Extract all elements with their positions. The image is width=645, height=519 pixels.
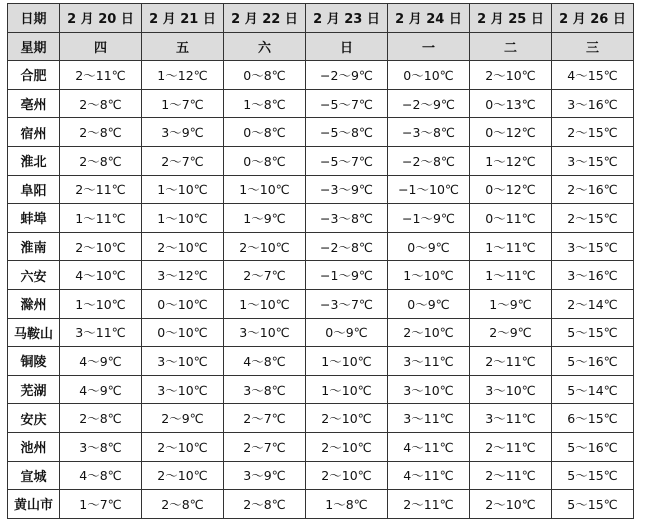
city-name: 池州	[8, 432, 60, 461]
temperature-cell: 1～10℃	[142, 175, 224, 204]
table-row	[8, 89, 634, 118]
table-row	[8, 289, 634, 318]
weekday-header-row	[8, 32, 634, 61]
temperature-cell: 0～11℃	[470, 204, 552, 233]
temperature-cell: −3～9℃	[306, 175, 388, 204]
temperature-cell: 5～16℃	[552, 347, 634, 376]
temperature-cell: 1～12℃	[470, 146, 552, 175]
temperature-cell: −2～9℃	[388, 89, 470, 118]
weekday-cell: 五	[142, 32, 224, 61]
temperature-cell: 1～12℃	[142, 61, 224, 90]
temperature-cell: 5～15℃	[552, 318, 634, 347]
temperature-cell: 2～9℃	[470, 318, 552, 347]
temperature-cell: 3～10℃	[224, 318, 306, 347]
table-row	[8, 318, 634, 347]
temperature-cell: 1～10℃	[306, 347, 388, 376]
table-row	[8, 432, 634, 461]
temperature-cell: 1～9℃	[224, 204, 306, 233]
table-row	[8, 118, 634, 147]
temperature-cell: 1～9℃	[470, 289, 552, 318]
table-row	[8, 261, 634, 290]
temperature-cell: −1～10℃	[388, 175, 470, 204]
date-cell: 2 月 23 日	[306, 4, 388, 33]
temperature-cell: 2～14℃	[552, 289, 634, 318]
temperature-cell: 0～12℃	[470, 118, 552, 147]
city-name: 亳州	[8, 89, 60, 118]
temperature-cell: −5～8℃	[306, 118, 388, 147]
temperature-cell: 1～8℃	[306, 490, 388, 519]
city-name: 合肥	[8, 61, 60, 90]
weekday-cell: 四	[60, 32, 142, 61]
table-row	[8, 61, 634, 90]
temperature-cell: 0～13℃	[470, 89, 552, 118]
temperature-cell: 2～10℃	[142, 432, 224, 461]
temperature-cell: 0～9℃	[388, 289, 470, 318]
temperature-cell: 0～10℃	[388, 61, 470, 90]
date-cell: 2 月 25 日	[470, 4, 552, 33]
temperature-cell: 2～10℃	[470, 490, 552, 519]
city-name: 芜湖	[8, 375, 60, 404]
temperature-cell: 3～9℃	[224, 461, 306, 490]
temperature-cell: 2～16℃	[552, 175, 634, 204]
temperature-cell: −2～9℃	[306, 61, 388, 90]
temperature-cell: 2～8℃	[224, 490, 306, 519]
temperature-cell: 0～8℃	[224, 118, 306, 147]
date-cell: 2 月 22 日	[224, 4, 306, 33]
temperature-cell: −1～9℃	[306, 261, 388, 290]
temperature-cell: 3～10℃	[470, 375, 552, 404]
date-cell: 2 月 21 日	[142, 4, 224, 33]
temperature-cell: 1～10℃	[60, 289, 142, 318]
temperature-cell: 6～15℃	[552, 404, 634, 433]
temperature-cell: 1～7℃	[142, 89, 224, 118]
temperature-cell: 2～7℃	[224, 432, 306, 461]
temperature-cell: 2～7℃	[224, 261, 306, 290]
temperature-cell: 3～9℃	[142, 118, 224, 147]
weekday-cell: 日	[306, 32, 388, 61]
temperature-cell: 2～15℃	[552, 204, 634, 233]
temperature-cell: 2～11℃	[470, 461, 552, 490]
temperature-cell: −3～8℃	[388, 118, 470, 147]
temperature-cell: 4～8℃	[224, 347, 306, 376]
temperature-cell: 3～11℃	[470, 404, 552, 433]
temperature-cell: 2～10℃	[470, 61, 552, 90]
table-row	[8, 461, 634, 490]
temperature-cell: 2～8℃	[60, 118, 142, 147]
table-row	[8, 375, 634, 404]
temperature-cell: 3～8℃	[60, 432, 142, 461]
temperature-cell: 4～11℃	[388, 461, 470, 490]
temperature-cell: 2～8℃	[142, 490, 224, 519]
temperature-cell: 2～11℃	[470, 432, 552, 461]
temperature-cell: 5～15℃	[552, 461, 634, 490]
temperature-cell: −3～7℃	[306, 289, 388, 318]
temperature-cell: 1～11℃	[470, 232, 552, 261]
weather-forecast-table	[7, 3, 634, 519]
temperature-cell: 2～10℃	[306, 432, 388, 461]
city-name: 铜陵	[8, 347, 60, 376]
temperature-cell: 2～10℃	[388, 318, 470, 347]
table-row	[8, 204, 634, 233]
city-name: 蚌埠	[8, 204, 60, 233]
temperature-cell: 0～8℃	[224, 146, 306, 175]
city-name: 黄山市	[8, 490, 60, 519]
temperature-cell: 5～14℃	[552, 375, 634, 404]
table-row	[8, 490, 634, 519]
temperature-cell: 1～10℃	[224, 289, 306, 318]
temperature-cell: 3～15℃	[552, 146, 634, 175]
weekday-cell: 六	[224, 32, 306, 61]
date-cell: 2 月 24 日	[388, 4, 470, 33]
temperature-cell: 2～8℃	[60, 89, 142, 118]
temperature-cell: 3～11℃	[388, 404, 470, 433]
temperature-cell: 4～9℃	[60, 347, 142, 376]
temperature-cell: 4～8℃	[60, 461, 142, 490]
temperature-cell: 2～10℃	[60, 232, 142, 261]
temperature-cell: −2～8℃	[306, 232, 388, 261]
temperature-cell: 1～10℃	[142, 204, 224, 233]
temperature-cell: 2～11℃	[60, 175, 142, 204]
temperature-cell: 4～9℃	[60, 375, 142, 404]
city-name: 淮南	[8, 232, 60, 261]
temperature-cell: −1～9℃	[388, 204, 470, 233]
temperature-cell: 2～8℃	[60, 404, 142, 433]
temperature-cell: 3～16℃	[552, 89, 634, 118]
date-cell: 2 月 20 日	[60, 4, 142, 33]
temperature-cell: 2～10℃	[224, 232, 306, 261]
temperature-cell: 4～15℃	[552, 61, 634, 90]
temperature-cell: 3～15℃	[552, 232, 634, 261]
temperature-cell: 2～11℃	[388, 490, 470, 519]
city-name: 滁州	[8, 289, 60, 318]
temperature-cell: 3～10℃	[142, 375, 224, 404]
temperature-cell: 3～11℃	[388, 347, 470, 376]
temperature-cell: 2～8℃	[60, 146, 142, 175]
temperature-cell: 0～8℃	[224, 61, 306, 90]
city-name: 宣城	[8, 461, 60, 490]
temperature-cell: 2～11℃	[470, 347, 552, 376]
city-name: 阜阳	[8, 175, 60, 204]
temperature-cell: 2～10℃	[142, 461, 224, 490]
temperature-cell: 4～11℃	[388, 432, 470, 461]
table-row	[8, 146, 634, 175]
temperature-cell: 5～16℃	[552, 432, 634, 461]
temperature-cell: 3～16℃	[552, 261, 634, 290]
temperature-cell: 0～9℃	[388, 232, 470, 261]
temperature-cell: 3～10℃	[142, 347, 224, 376]
city-name: 宿州	[8, 118, 60, 147]
temperature-cell: 2～11℃	[60, 61, 142, 90]
temperature-cell: 5～15℃	[552, 490, 634, 519]
weekday-cell: 二	[470, 32, 552, 61]
table-row	[8, 347, 634, 376]
temperature-cell: 0～10℃	[142, 318, 224, 347]
temperature-cell: 2～7℃	[142, 146, 224, 175]
temperature-cell: −3～8℃	[306, 204, 388, 233]
temperature-cell: 2～10℃	[142, 232, 224, 261]
temperature-cell: 1～11℃	[60, 204, 142, 233]
temperature-cell: 3～10℃	[388, 375, 470, 404]
temperature-cell: 1～10℃	[306, 375, 388, 404]
date-cell: 2 月 26 日	[552, 4, 634, 33]
city-name: 安庆	[8, 404, 60, 433]
city-name: 马鞍山	[8, 318, 60, 347]
temperature-cell: 2～7℃	[224, 404, 306, 433]
temperature-cell: 0～10℃	[142, 289, 224, 318]
temperature-cell: 2～10℃	[306, 461, 388, 490]
temperature-cell: 2～9℃	[142, 404, 224, 433]
temperature-cell: 1～8℃	[224, 89, 306, 118]
city-name: 六安	[8, 261, 60, 290]
weekday-label: 星期	[8, 32, 60, 61]
temperature-cell: 1～10℃	[388, 261, 470, 290]
temperature-cell: 1～10℃	[224, 175, 306, 204]
date-label: 日期	[8, 4, 60, 33]
temperature-cell: 2～15℃	[552, 118, 634, 147]
weekday-cell: 三	[552, 32, 634, 61]
table-row	[8, 232, 634, 261]
temperature-cell: 3～12℃	[142, 261, 224, 290]
city-name: 淮北	[8, 146, 60, 175]
temperature-cell: 0～12℃	[470, 175, 552, 204]
temperature-cell: 3～8℃	[224, 375, 306, 404]
weekday-cell: 一	[388, 32, 470, 61]
temperature-cell: 3～11℃	[60, 318, 142, 347]
temperature-cell: 2～10℃	[306, 404, 388, 433]
temperature-cell: −5～7℃	[306, 146, 388, 175]
temperature-cell: 1～11℃	[470, 261, 552, 290]
table-row	[8, 404, 634, 433]
temperature-cell: −5～7℃	[306, 89, 388, 118]
date-header-row	[8, 4, 634, 33]
temperature-cell: −2～8℃	[388, 146, 470, 175]
temperature-cell: 4～10℃	[60, 261, 142, 290]
temperature-cell: 1～7℃	[60, 490, 142, 519]
temperature-cell: 0～9℃	[306, 318, 388, 347]
table-row	[8, 175, 634, 204]
